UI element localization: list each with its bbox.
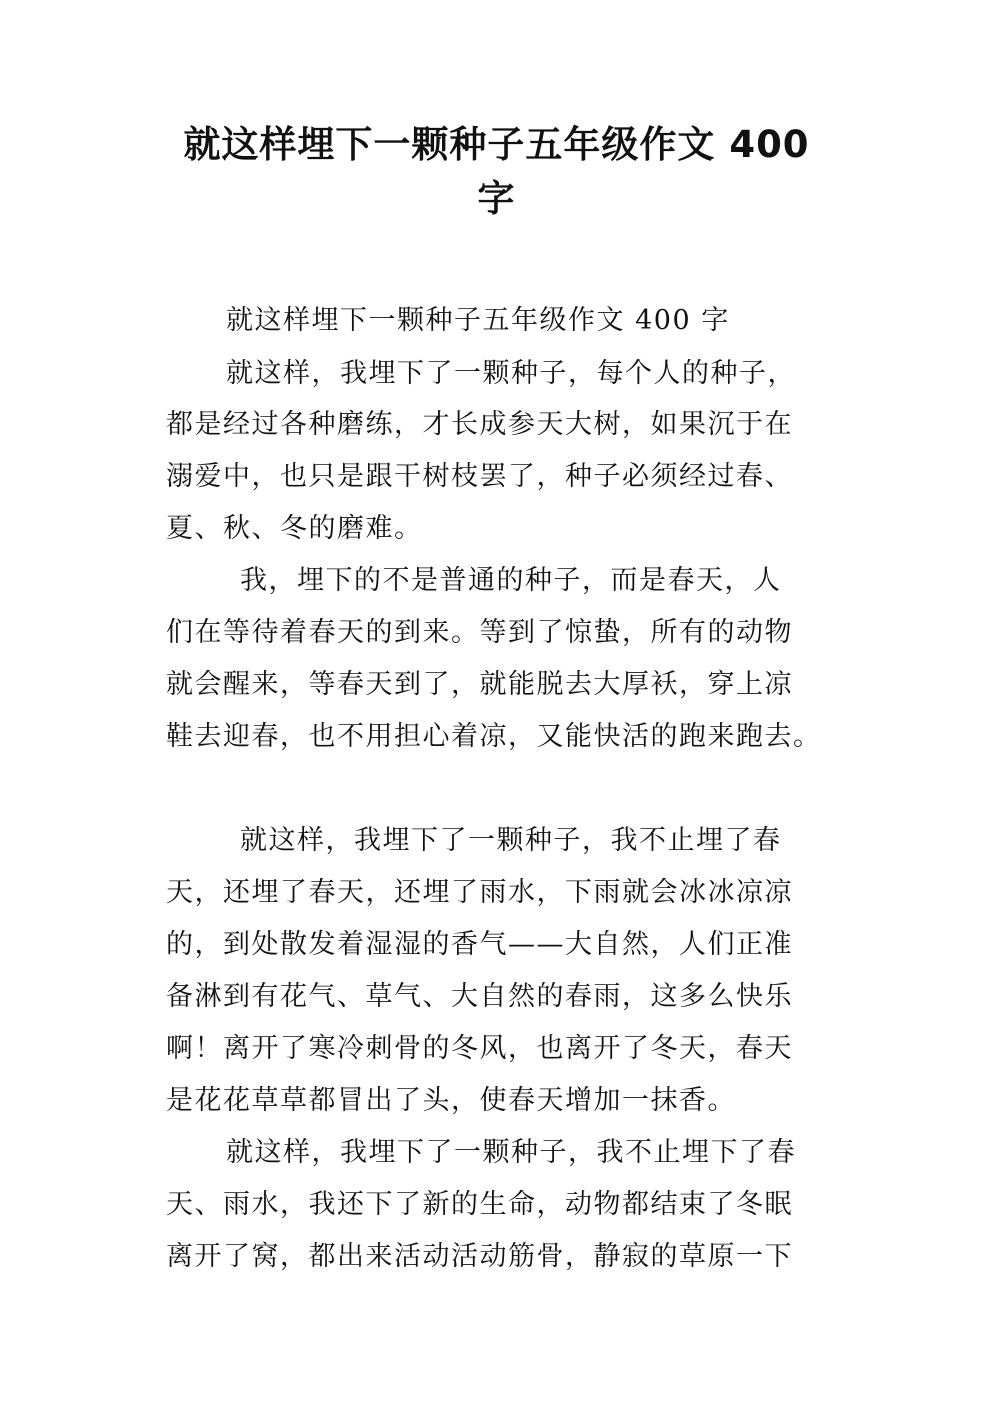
body-line: 们在等待着春天的到来。等到了惊蛰，所有的动物 [166,617,793,648]
body-line: 天，还埋了春天，还埋了雨水，下雨就会冰冰凉凉 [166,877,793,908]
body-line: 啊！离开了寒冷刺骨的冬风，也离开了冬天，春天 [166,1033,793,1064]
body-line: 夏、秋、冬的磨难。 [166,513,423,544]
title-line-2: 字 [477,177,516,220]
document-title [150,118,843,226]
body-line-subtitle: 就这样埋下一颗种子五年级作文 400 字 [226,305,730,336]
body-line: 备淋到有花气、草气、大自然的春雨，这多么快乐 [166,981,793,1012]
body-line: 就这样，我埋下了一颗种子，我不止埋下了春 [226,1137,796,1168]
body-line: 溺爱中，也只是跟干树枝罢了，种子必须经过春、 [166,461,793,492]
body-line: 都是经过各种磨练，才长成参天大树，如果沉于在 [166,409,793,440]
body-line: 我，埋下的不是普通的种子，而是春天，人 [240,565,782,596]
body-line: 天、雨水，我还下了新的生命，动物都结束了冬眠 [166,1189,793,1220]
body-line: 鞋去迎春，也不用担心着凉，又能快活的跑来跑去。 [166,721,822,752]
title-line-1: 就这样埋下一颗种子五年级作文 400 [183,123,810,166]
body-line: 的，到处散发着湿湿的香气——大自然，人们正准 [166,929,793,960]
body-line: 就这样，我埋下了一颗种子，我不止埋了春 [240,825,782,856]
body-line: 就会醒来，等春天到了，就能脱去大厚袄，穿上凉 [166,669,793,700]
body-line: 离开了窝，都出来活动活动筋骨，静寂的草原一下 [166,1241,793,1272]
body-line: 是花花草草都冒出了头，使春天增加一抹香。 [166,1085,736,1116]
body-line: 就这样，我埋下了一颗种子，每个人的种子， [226,358,796,389]
